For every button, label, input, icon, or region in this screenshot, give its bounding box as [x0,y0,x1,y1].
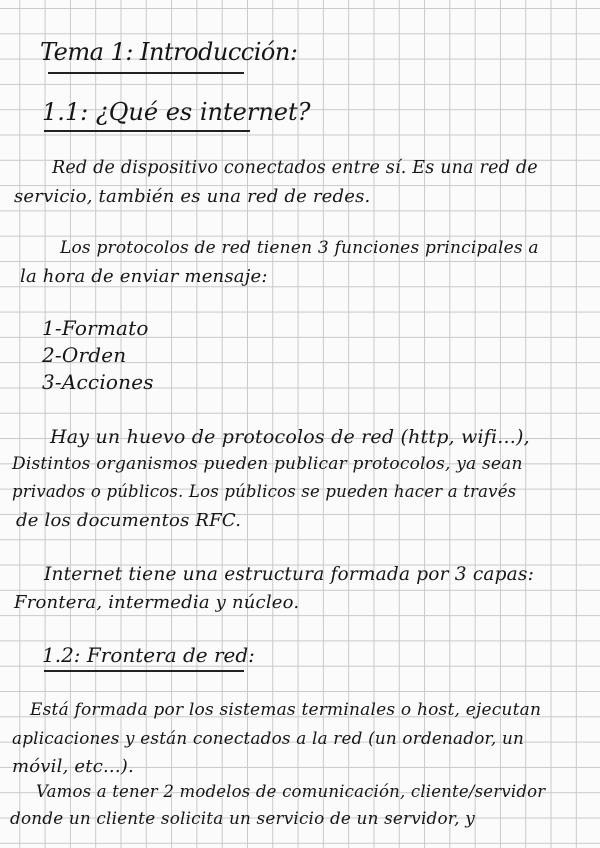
section-1-paragraph-1-line-2: servicio, también es una red de redes. [14,186,371,207]
section-2-paragraph-line-2: aplicaciones y están conectados a la red (un ordenador, un [12,728,524,748]
list-item-formato: 1-Formato [42,316,149,340]
section-1-paragraph-4-line-1: Internet tiene una estructura formada por 3 capas: [44,564,535,585]
section-1-paragraph-3-line-3: privados o públicos. Los públicos se pueden hacer a través [12,482,517,501]
list-item-orden: 2-Orden [42,343,127,367]
section-1-paragraph-4-line-2: Frontera, intermedia y núcleo. [14,592,300,613]
section-1-paragraph-3-line-2: Distintos organismos pueden publicar protocolos, ya sean [12,454,523,474]
section-1-paragraph-3-line-4: de los documentos RFC. [16,510,242,531]
section-1-paragraph-1-line-1: Red de dispositivo conectados entre sí. Es una red de [52,158,538,178]
title-underline [48,72,244,74]
section-2-paragraph-line-3: móvil, etc...). [12,756,134,777]
section-2-heading-underline [44,670,244,672]
section-2-paragraph-line-4: Vamos a tener 2 modelos de comunicación, cliente/servidor [36,782,546,801]
section-2-paragraph-line-1: Está formada por los sistemas terminales o host, ejecutan [30,700,542,720]
section-2-paragraph-line-5: donde un cliente solicita un servicio de un servidor, y [10,808,475,828]
section-1-heading: 1.1: ¿Qué es internet? [42,98,311,126]
section-1-paragraph-3-line-1: Hay un huevo de protocolos de red (http, wifi...), [50,426,530,448]
section-2-heading: 1.2: Frontera de red: [42,643,255,667]
section-1-heading-underline [44,130,250,132]
section-1-paragraph-2-line-2: la hora de enviar mensaje: [20,266,268,287]
list-item-acciones: 3-Acciones [42,370,154,394]
page-title: Tema 1: Introducción: [40,38,298,66]
section-1-paragraph-2-line-1: Los protocolos de red tienen 3 funciones principales a [60,238,539,258]
